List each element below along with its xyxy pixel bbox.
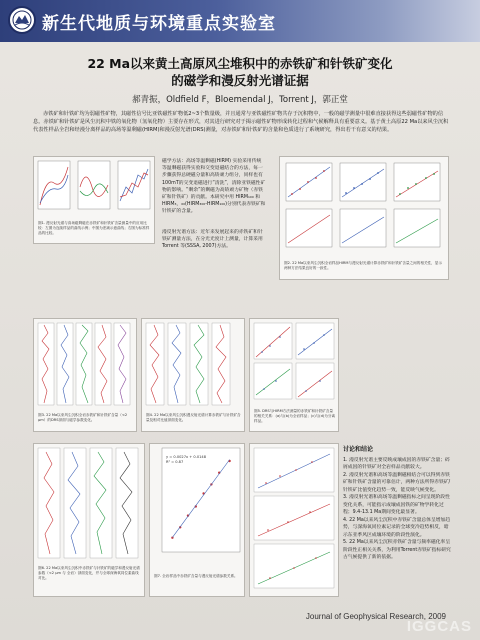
methods-magnetic: 磁学方法：高场等温剩磁(HIRM) 实验采用传统等温剩磁获得实验和交变退磁结合的方法，每一步骤获得总硬磁分量和高矫顽力组分，同样也有100mT的交变退磁进行“清洗”，清除亚铁磁性矿物的影响。“剩余”的剩磁为高矫顽力矿物（赤铁矿和针铁矿）的贡献。本研究中用 HIRM₁₀₀ 和 HIRM₃，₀₀(HIRM₃₀₀-HIRM₁₀₀)分别代表赤铁矿和针铁矿的含量。 bbox=[162, 159, 266, 215]
figure-1-caption: 图1. 漫反射光谱与高场磁剩磁在赤铁矿和针铁矿含量测量中的应用比较：左图为连续样品的曲线示例；中图为差减示意曲线；右图为标准样品的比较。 bbox=[38, 221, 150, 235]
conclusion-item-1: 1. 漫反射光谱主要反映成壤成因的赤铁矿含量；碎屑成因的针铁矿对全岩样品贡献较大。 bbox=[343, 457, 450, 470]
figure-1-panel bbox=[33, 156, 155, 244]
figure-7-scatter bbox=[150, 444, 244, 564]
figure-6-profiles bbox=[34, 444, 144, 562]
conclusion-item-5: 5. 22 Ma以来风尘沉积赤铁矿含量与频率磁化率呈阶段性正相关关系，为利用Torrent赤铁矿指标研究古气候提供了新的依据。 bbox=[343, 540, 451, 560]
conclusion-item-3: 3. 漫反射光谱和高场等温剩磁指标之间呈现阶段性变化关系，可能指示成壤成因铁的矿物学转化过程；9.4-13.1 Ma期间变化最显著。 bbox=[343, 495, 450, 515]
figure-5-plots bbox=[250, 319, 338, 403]
figure-2-caption: 图2. 22 Ma以来风尘沉积全岩样品HIRM与漫反射光谱计算赤铁矿和针铁矿含量之间的相关性，显示两种方法结果良好的一致性。 bbox=[284, 261, 442, 270]
header-banner bbox=[0, 0, 480, 42]
figure-2-panel bbox=[279, 156, 449, 280]
conclusions-heading: 讨论和结论 bbox=[343, 446, 374, 453]
figure-5-caption: 图5. DRS与HIRM方法测量的赤铁矿和针铁矿含量的相关关系：(a)与(b)为全岩样品；(c)与(d)为分离样品。 bbox=[254, 409, 336, 423]
paper-title-line-1: 22 Ma以来黄土高原风尘堆积中的赤铁矿和针铁矿变化 bbox=[87, 56, 393, 71]
institute-logo-icon bbox=[8, 6, 36, 34]
figure-7-caption: 图7. 全岩样品中赤铁矿含量与漫反射光谱参数关系。 bbox=[154, 574, 238, 578]
paper-title-line-2: 的磁学和漫反射光谱证据 bbox=[171, 73, 309, 88]
figure-1-plots bbox=[34, 157, 154, 219]
conclusion-item-2: 2. 漫反射光谱和高场等温剩磁相结合可以得到赤铁矿和针铁矿含量的可靠估计，两种方法所得赤铁矿/针铁矿比值变化趋势一致，能反映气候变化。 bbox=[343, 472, 451, 493]
figure-2-plots bbox=[280, 157, 448, 257]
lab-name: 新生代地质与环境重点实验室 bbox=[42, 14, 276, 34]
watermark: IGGCAS bbox=[406, 618, 472, 635]
figure-3-profiles bbox=[34, 319, 136, 409]
figure-6-caption: 图6. 22 Ma以来风尘沉积中赤铁矿与针铁矿的磁学和漫反射光谱参数（<2 μm 与 全岩）剖面变化，并与全球深海氧同位素曲线对比。 bbox=[38, 566, 140, 580]
conclusion-item-4: 4. 22 Ma以来风尘沉积中赤铁矿含量总体呈增加趋势，与深海氧同位素记录的全球变冷趋势相反，暗示东亚季风区成壤环境的阶段性演化。 bbox=[343, 517, 451, 538]
figure-8-plots bbox=[250, 444, 338, 592]
conclusions bbox=[343, 446, 451, 562]
figure-4-profiles bbox=[142, 319, 244, 409]
figure-7-panel bbox=[149, 443, 245, 597]
figure-3-panel bbox=[33, 318, 137, 432]
methods-drs: 漫反射光谱方法：近年来发展起来的赤铁矿和针铁矿测量方法，在分光光度计上测量，计算采用Torrent 等(SSSA, 2007)方法。 bbox=[162, 230, 263, 250]
abstract: 赤铁矿和针铁矿均为弱磁性矿物，其磁性信号比亚铁磁性矿物低2~3个数量级，并且通常与亚铁磁性矿物共存于沉积物中，一般的磁学测量中很难直接获得这些弱磁性矿物的信息。赤铁矿和针铁矿是风尘沉积中铁的氧化物（氢氧化物）主要存在形式，对其进行研究对于揭示磁性矿物形成转化过程和气候解释具有重要意义。基于黄土高原22 Ma以来风尘沉积代表性样品全岩和经漫分离样品的高场等温剩磁(HIRM)和漫反射光谱(DRS)测量，对赤铁矿和针铁矿的含量和色质进行了系统研究，得出若干有意义的结果。 bbox=[33, 111, 449, 133]
figure-6-panel bbox=[33, 443, 145, 597]
figure-7-r-squared: R² = 0.87 bbox=[166, 460, 184, 464]
figure-5-panel bbox=[249, 318, 339, 432]
figure-4-caption: 图4. 22 Ma以来风尘沉积漫反射光谱计算赤铁矿与针铁矿含量及相对比值剖面变化。 bbox=[146, 413, 241, 422]
figure-8-panel bbox=[249, 443, 339, 597]
journal-citation: Journal of Geophysical Research, 2009 bbox=[305, 612, 446, 621]
figure-7-point bbox=[171, 537, 173, 539]
figure-4-panel bbox=[141, 318, 245, 432]
figure-3-caption: 图3. 22 Ma以来风尘沉积全岩赤铁矿和针铁矿含量（<2 μm）的DRS剖面与磁学参数变化。 bbox=[38, 413, 128, 422]
author-list: 郝青振，Oldfield F，Bloemendal J，Torrent J，郭正堂 bbox=[132, 95, 348, 105]
figure-7-equation: y = 0.0027x + 0.0148 bbox=[166, 455, 206, 459]
